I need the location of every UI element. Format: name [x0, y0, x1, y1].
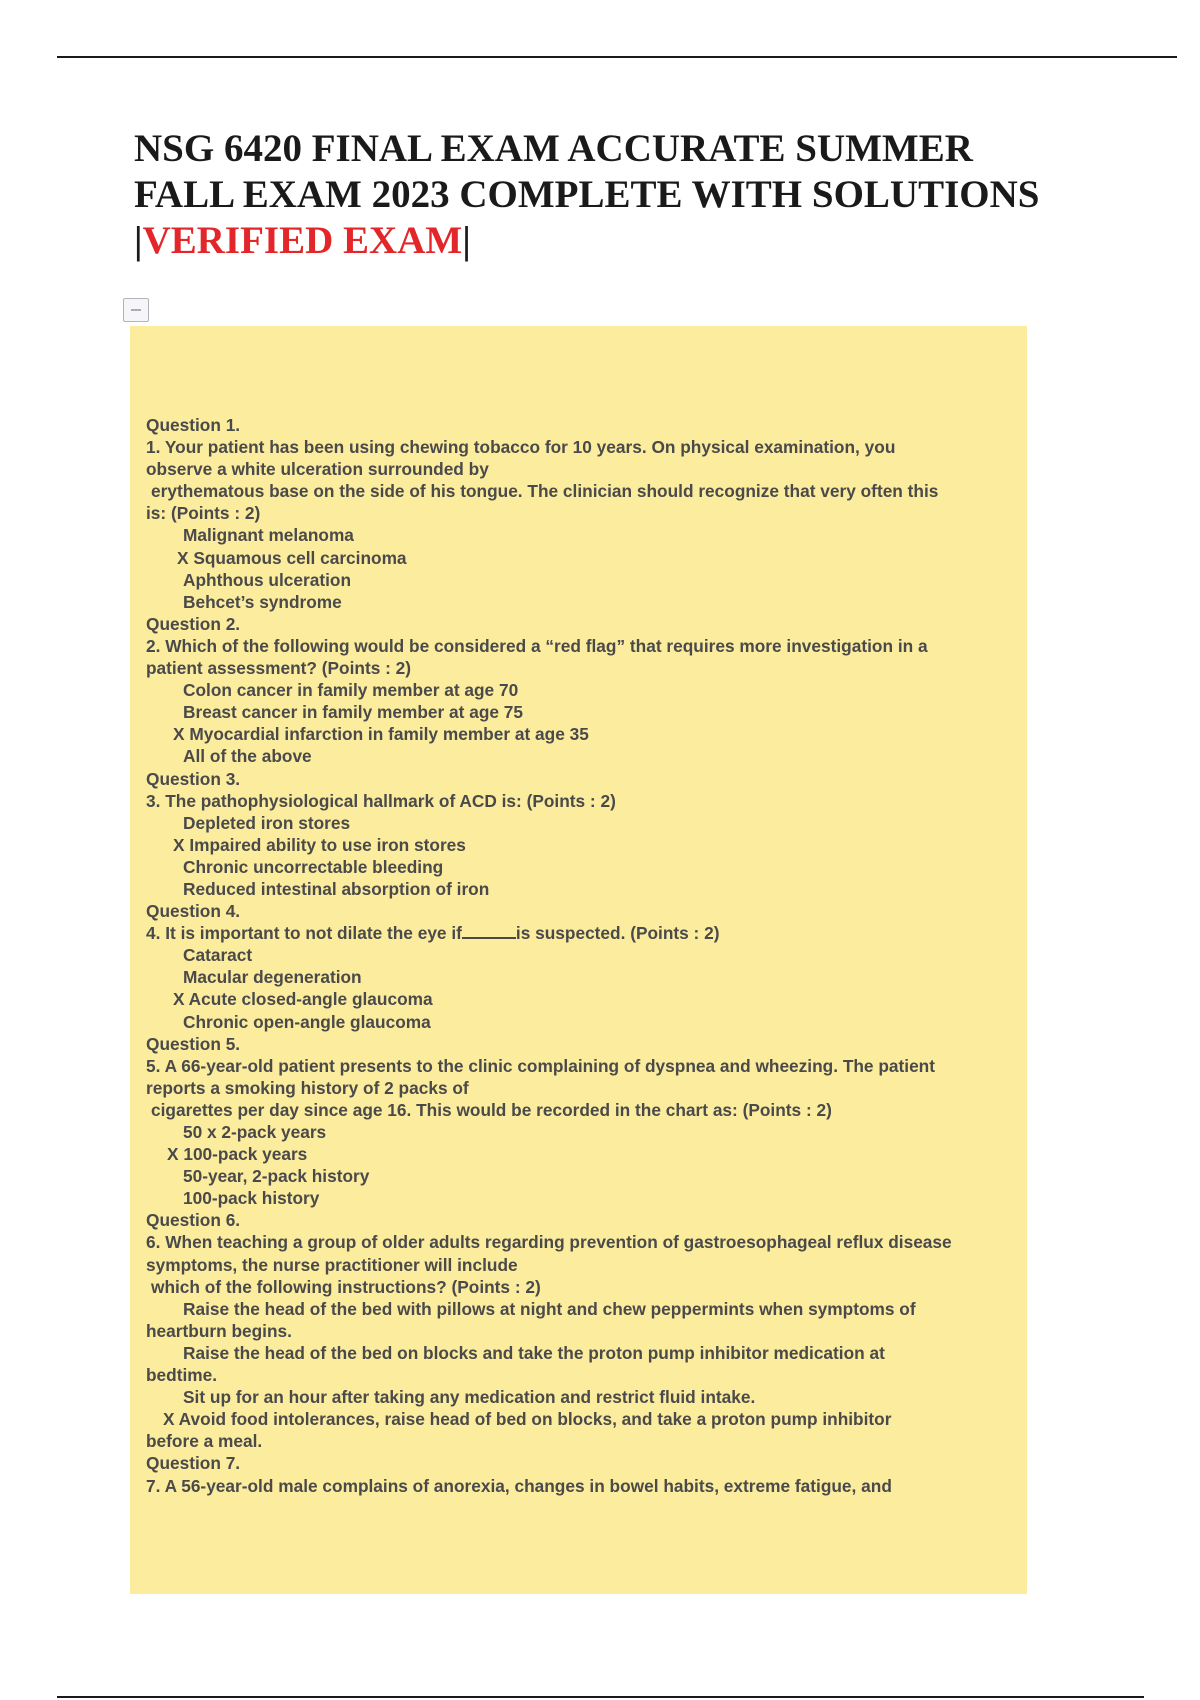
correct-answer-option: X 100-pack years [167, 1144, 308, 1165]
title-line-1: NSG 6420 FINAL EXAM ACCURATE SUMMER [134, 127, 973, 170]
question-heading: Question 7. [146, 1453, 241, 1474]
question-text-start: 4. It is important to not dilate the eye if [146, 923, 462, 944]
title-line-2: FALL EXAM 2023 COMPLETE WITH SOLUTIONS [134, 173, 1040, 216]
question-heading: Question 4. [146, 901, 241, 922]
answer-option: Raise the head of the bed with pillows at night and chew peppermints when symptoms of [183, 1298, 916, 1319]
answer-option: 50-year, 2-pack history [183, 1166, 370, 1187]
question-text: is: (Points : 2) [146, 503, 261, 524]
question-text: observe a white ulceration surrounded by [146, 459, 489, 480]
question-text: 1. Your patient has been using chewing tobacco for 10 years. On physical examination, you [146, 437, 896, 458]
answer-option: Malignant melanoma [183, 525, 354, 546]
answer-option: 50 x 2-pack years [183, 1122, 327, 1142]
question-text: reports a smoking history of 2 packs of [146, 1077, 469, 1098]
bottom-rule [57, 1696, 1144, 1698]
question-text: 7. A 56-year-old male complains of anorexia, changes in bowel habits, extreme fatigue, and [146, 1475, 892, 1496]
answer-option: Colon cancer in family member at age 70 [183, 680, 519, 701]
title-line-3 [134, 218, 1134, 264]
question-text [146, 922, 1046, 944]
answer-option: 100-pack history [183, 1188, 320, 1209]
exam-questions [146, 414, 1046, 1497]
correct-answer-option: X Acute closed-angle glaucoma [173, 989, 433, 1010]
minus-icon [131, 309, 141, 311]
question-text: symptoms, the nurse practitioner will include [146, 1254, 518, 1275]
question-text: 3. The pathophysiological hallmark of ACD is: (Points : 2) [146, 790, 616, 811]
answer-option: All of the above [183, 746, 312, 767]
answer-option: Macular degeneration [183, 967, 362, 988]
answer-option: Cataract [183, 945, 253, 966]
question-text: which of the following instructions? (Points : 2) [151, 1276, 541, 1297]
answer-option: Breast cancer in family member at age 75 [183, 702, 524, 723]
correct-answer-option: X Myocardial infarction in family member at age 35 [173, 724, 589, 745]
answer-option: Sit up for an hour after taking any medication and restrict fluid intake. [183, 1387, 756, 1408]
verified-exam-label: VERIFIED EXAM [142, 219, 463, 262]
fill-in-blank [462, 923, 516, 939]
answer-option: Depleted iron stores [183, 812, 351, 833]
answer-option-continued: bedtime. [146, 1365, 218, 1386]
correct-answer-option: X Squamous cell carcinoma [177, 547, 407, 568]
question-text-end: is suspected. (Points : 2) [515, 923, 720, 944]
answer-option: Raise the head of the bed on blocks and take the proton pump inhibitor medication at [183, 1342, 885, 1363]
correct-answer-option: X Impaired ability to use iron stores [173, 834, 466, 855]
question-heading: Question 1. [146, 415, 241, 435]
collapse-toggle-button[interactable] [123, 298, 149, 322]
question-text: cigarettes per day since age 16. This would be recorded in the chart as: (Points : 2) [151, 1099, 832, 1120]
answer-option: Behcet’s syndrome [183, 591, 342, 612]
correct-answer-option: X Avoid food intolerances, raise head of bed on blocks, and take a proton pump inhibitor [163, 1409, 892, 1430]
top-rule [57, 56, 1177, 58]
page-title [134, 126, 1134, 264]
answer-option: Reduced intestinal absorption of iron [183, 878, 490, 899]
question-heading: Question 2. [146, 613, 241, 634]
answer-option-continued: before a meal. [146, 1431, 263, 1452]
question-text: 2. Which of the following would be considered a “red flag” that requires more investigation in a [146, 635, 928, 656]
question-text: erythematous base on the side of his tongue. The clinician should recognize that very often this [151, 481, 939, 502]
question-text: 5. A 66-year-old patient presents to the clinic complaining of dyspnea and wheezing. The patient [146, 1055, 935, 1076]
answer-option: Chronic uncorrectable bleeding [183, 856, 444, 877]
title-bar-right: | [462, 219, 471, 262]
question-heading: Question 6. [146, 1210, 241, 1231]
answer-option: Aphthous ulceration [183, 569, 352, 590]
question-text: 6. When teaching a group of older adults regarding prevention of gastroesophageal reflux disease [146, 1232, 952, 1253]
answer-option: Chronic open-angle glaucoma [183, 1011, 431, 1032]
answer-option-continued: heartburn begins. [146, 1320, 292, 1341]
question-text: patient assessment? (Points : 2) [146, 658, 412, 679]
title-bar-left: | [134, 219, 143, 262]
question-heading: Question 5. [146, 1033, 241, 1054]
question-heading: Question 3. [146, 768, 241, 789]
